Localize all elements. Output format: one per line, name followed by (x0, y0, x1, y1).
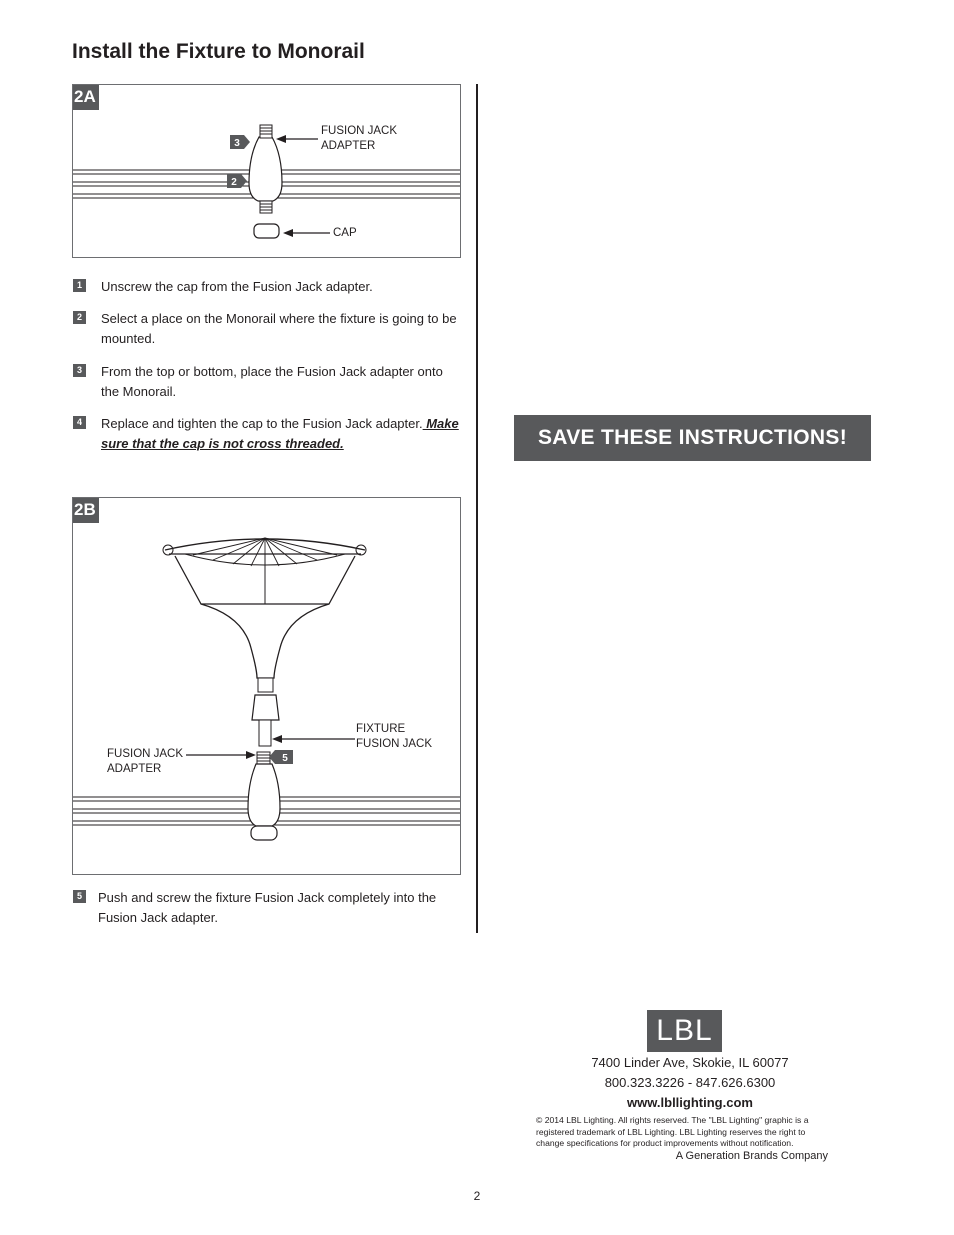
marker-3-shape (230, 135, 250, 149)
callout-line: ADAPTER (107, 762, 162, 775)
step-number: 5 (73, 890, 86, 903)
callout-fixture-fusion-jack (356, 722, 432, 751)
lbl-logo: LBL (647, 1010, 722, 1052)
callout-line: FUSION JACK (321, 125, 398, 137)
step-3 (73, 362, 463, 401)
step-text: Unscrew the cap from the Fusion Jack adapter. (101, 279, 373, 294)
step-5 (73, 888, 463, 927)
marker-2: 2 (231, 177, 237, 188)
company-phones: 800.323.3226 - 847.626.6300 (604, 1075, 776, 1090)
callout-line: ADAPTER (321, 139, 376, 152)
callout-line: FIXTURE (356, 723, 406, 735)
save-instructions-banner: SAVE THESE INSTRUCTIONS! (514, 415, 871, 461)
column-divider (476, 84, 478, 933)
page-title: Install the Fixture to Monorail (72, 40, 365, 63)
parent-company: A Generation Brands Company (675, 1150, 828, 1162)
step-text: Push and screw the fixture Fusion Jack completely into the Fusion Jack adapter. (98, 890, 437, 925)
step-text-main: Replace and tighten the cap to the Fusion Jack adapter. (101, 416, 423, 431)
callout-line: FUSION JACK (356, 737, 433, 750)
company-website: www.lbllighting.com (627, 1095, 753, 1110)
monorail-adapter-illustration (73, 85, 460, 257)
step-text (101, 414, 463, 453)
step-text: From the top or bottom, place the Fusion Jack adapter onto the Monorail. (101, 364, 443, 399)
diagram-2b (72, 497, 461, 875)
step-1 (73, 277, 463, 297)
panel-tag-2a: 2A (73, 85, 99, 110)
step-text: Select a place on the Monorail where the fixture is going to be mounted. (101, 311, 457, 346)
panel-tag-2b: 2B (73, 498, 99, 523)
step-number: 1 (73, 279, 86, 292)
marker-3: 3 (234, 138, 240, 149)
company-address: 7400 Linder Ave, Skokie, IL 60077 (591, 1055, 789, 1070)
step-number: 2 (73, 311, 86, 324)
callout-line: FUSION JACK (107, 748, 184, 760)
callout-fusion-jack-adapter (321, 124, 397, 153)
marker-5: 5 (282, 753, 288, 764)
step-number: 4 (73, 416, 86, 429)
step-warning: Make sure that the cap is not cross threaded. (101, 416, 459, 451)
legal-notice: © 2014 LBL Lighting. All rights reserved. The "LBL Lighting" graphic is a registered trademark of LBL Lighting. LBL Lighting reserves the right to change specifications for product improvements without notification. (536, 1115, 809, 1148)
marker-5-shape (269, 750, 293, 764)
step-number: 3 (73, 364, 86, 377)
fixture-install-illustration (73, 498, 460, 874)
step-2 (73, 309, 463, 348)
callout-fusion-jack-adapter (107, 747, 183, 776)
step-4 (73, 414, 463, 453)
diagram-2a (72, 84, 461, 258)
page-number: 2 (473, 1189, 481, 1203)
callout-cap: CAP (333, 227, 357, 239)
